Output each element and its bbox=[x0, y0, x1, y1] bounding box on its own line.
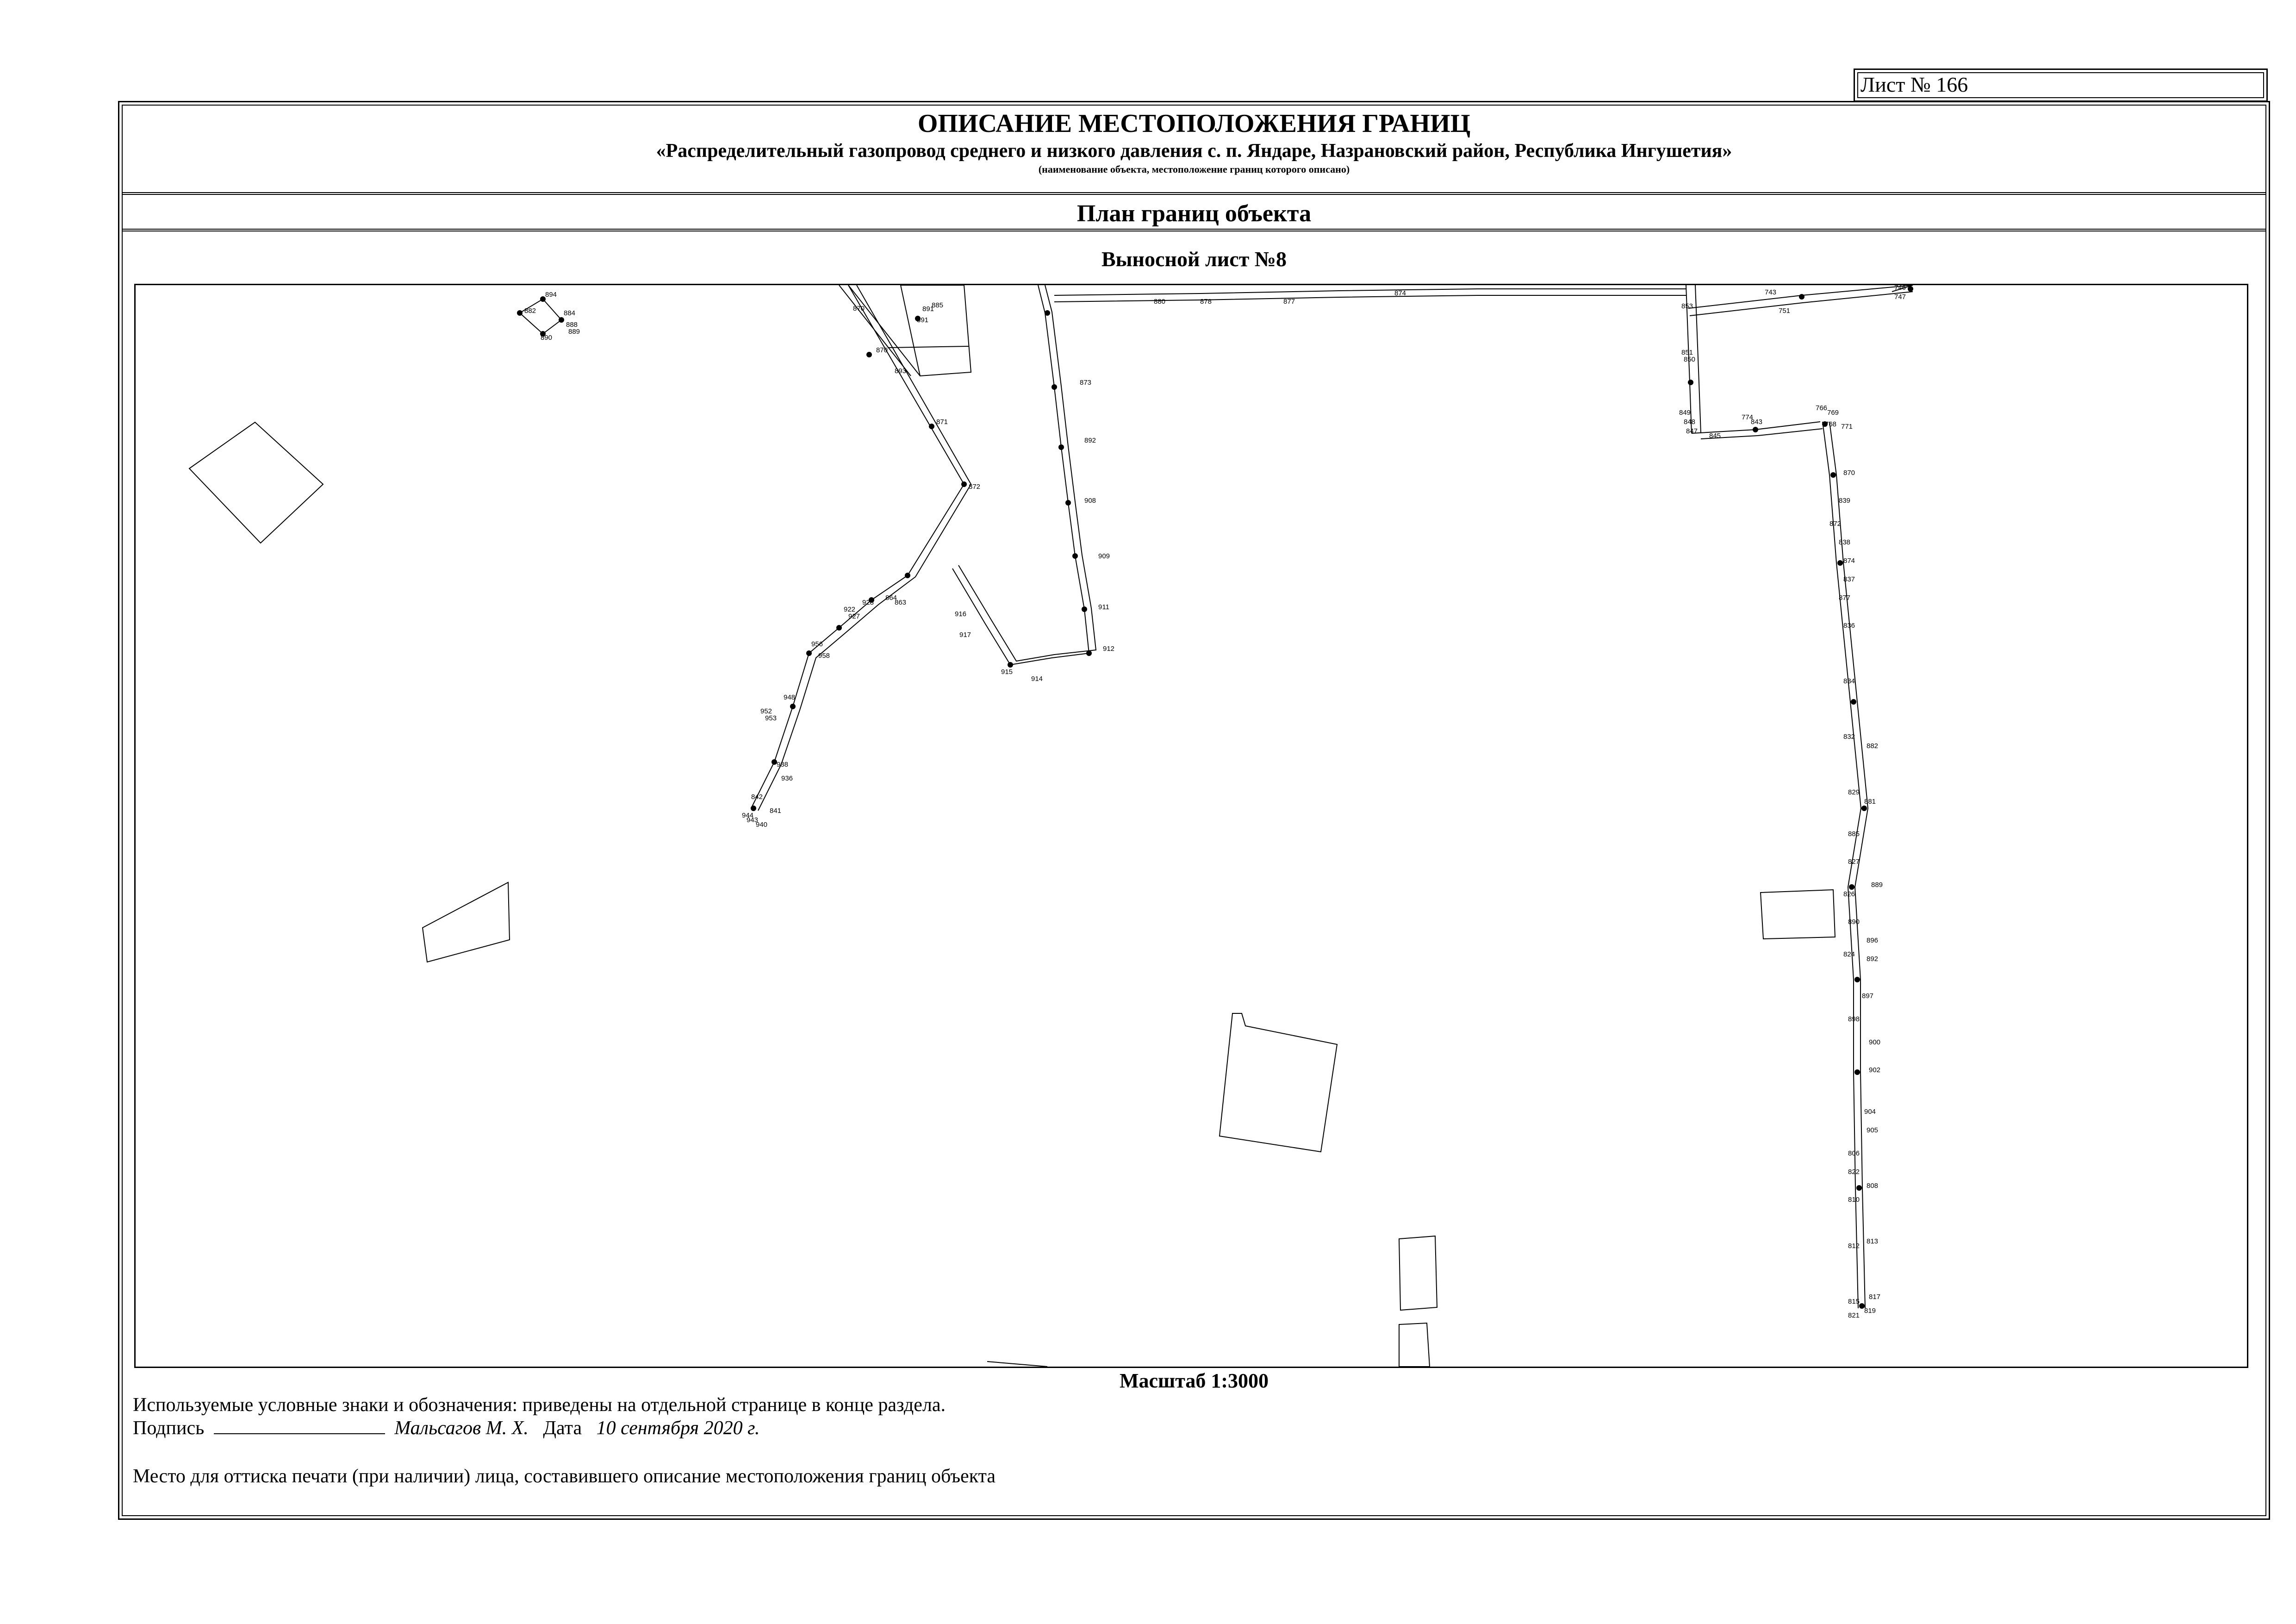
point-label: 940 bbox=[756, 821, 768, 829]
point-label: 834 bbox=[1843, 677, 1855, 685]
point-label: 938 bbox=[777, 761, 789, 768]
map-title: Выносной лист №8 bbox=[1101, 247, 1287, 271]
point-label: 889 bbox=[568, 328, 580, 336]
point-label: 917 bbox=[959, 631, 971, 639]
point-label: 746 bbox=[1894, 285, 1906, 292]
legend-note: Используемые условные знаки и обозначения: приведены на отдельной странице в конце раздела. bbox=[133, 1394, 946, 1416]
point-label: 936 bbox=[781, 775, 793, 782]
date-value: 10 сентября 2020 г. bbox=[596, 1418, 760, 1439]
road-edge bbox=[888, 346, 969, 348]
stamp-note: Место для оттиска печати (при наличии) лица, составившего описание местоположения границ объекта bbox=[133, 1466, 996, 1487]
point-label: 743 bbox=[1765, 288, 1777, 296]
boundary-point bbox=[929, 424, 934, 429]
point-label: 864 bbox=[885, 594, 897, 602]
point-label: 872 bbox=[969, 483, 981, 491]
point-label: 890 bbox=[1848, 918, 1860, 926]
boundary-point bbox=[836, 625, 842, 631]
divider bbox=[122, 192, 2266, 195]
signature-label: Подпись bbox=[133, 1418, 205, 1439]
signer-name: Мальсагов М. Х. bbox=[394, 1418, 529, 1439]
document-title: ОПИСАНИЕ МЕСТОПОЛОЖЕНИЯ ГРАНИЦ bbox=[917, 109, 1471, 138]
boundary-point bbox=[1799, 294, 1804, 300]
boundary-point bbox=[905, 573, 910, 578]
point-label: 881 bbox=[1864, 798, 1876, 806]
point-label: 891 bbox=[917, 316, 929, 324]
point-label: 882 bbox=[1867, 742, 1879, 750]
point-label: 943 bbox=[747, 816, 759, 824]
point-label: 888 bbox=[566, 321, 578, 329]
boundary-point bbox=[1908, 286, 1913, 292]
point-label: 891 bbox=[922, 305, 934, 313]
point-label: 885 bbox=[1848, 830, 1860, 838]
parcel-outline bbox=[189, 422, 323, 543]
point-label: 836 bbox=[1843, 622, 1855, 630]
road-edge bbox=[848, 285, 920, 376]
boundary-point bbox=[866, 352, 872, 357]
boundary-point bbox=[1052, 384, 1057, 390]
point-label: 928 bbox=[862, 599, 874, 606]
boundary-point bbox=[1065, 500, 1071, 506]
boundary-point bbox=[1072, 553, 1078, 559]
point-label: 751 bbox=[1779, 307, 1791, 315]
point-label: 842 bbox=[751, 793, 763, 801]
point-label: 832 bbox=[1843, 733, 1855, 741]
boundary-point bbox=[1854, 1069, 1860, 1075]
boundary-point bbox=[1849, 884, 1854, 890]
point-label: 812 bbox=[1848, 1242, 1860, 1250]
point-label: 892 bbox=[1867, 955, 1879, 963]
boundary-point bbox=[1008, 662, 1013, 668]
point-label: 909 bbox=[1098, 552, 1110, 560]
point-label: 902 bbox=[1869, 1066, 1881, 1074]
point-label: 890 bbox=[541, 334, 553, 342]
point-label: 847 bbox=[1686, 427, 1698, 435]
boundary-point bbox=[1086, 650, 1092, 656]
boundary-point bbox=[961, 481, 967, 487]
point-label: 845 bbox=[1709, 432, 1721, 440]
point-label: 877 bbox=[1283, 298, 1295, 306]
point-label: 824 bbox=[1843, 950, 1855, 958]
point-label: 810 bbox=[1848, 1196, 1860, 1204]
point-label: 838 bbox=[1839, 538, 1851, 546]
parcel-outline bbox=[901, 285, 971, 376]
point-label: 747 bbox=[1894, 293, 1906, 301]
point-label: 848 bbox=[1684, 418, 1696, 426]
point-label: 819 bbox=[1864, 1307, 1876, 1315]
point-label: 853 bbox=[1681, 302, 1693, 310]
boundary-point bbox=[1837, 560, 1843, 566]
point-label: 878 bbox=[1200, 298, 1212, 306]
point-label: 851 bbox=[1681, 349, 1693, 356]
point-label: 873 bbox=[1080, 379, 1092, 387]
point-label: 908 bbox=[1084, 497, 1096, 505]
point-label: 826 bbox=[1843, 890, 1855, 898]
point-label: 882 bbox=[524, 307, 536, 315]
point-label: 877 bbox=[1839, 594, 1851, 602]
point-label: 874 bbox=[1843, 557, 1855, 565]
boundary-point bbox=[1045, 310, 1050, 316]
parcel-outline bbox=[1761, 890, 1835, 939]
point-label: 889 bbox=[1871, 881, 1883, 889]
point-label: 956 bbox=[811, 640, 823, 648]
point-label: 829 bbox=[1848, 788, 1860, 796]
boundary-point bbox=[751, 806, 756, 811]
object-name: «Распределительный газопровод среднего и низкого давления с. п. Яндаре, Назрановский район, Республика Ингушетия» bbox=[656, 140, 1732, 162]
fragment-edge bbox=[987, 1362, 1047, 1367]
section-title: План границ объекта bbox=[1076, 200, 1312, 227]
boundary-plan-map bbox=[134, 284, 2248, 1368]
signature-line bbox=[133, 1416, 759, 1441]
point-label: 808 bbox=[1867, 1182, 1879, 1190]
pipeline-corridor bbox=[758, 285, 971, 811]
point-label: 885 bbox=[932, 301, 944, 309]
boundary-point bbox=[1861, 806, 1867, 811]
divider bbox=[122, 229, 2266, 231]
point-label: 874 bbox=[1394, 289, 1406, 297]
boundary-point bbox=[1851, 699, 1856, 705]
boundary-point bbox=[806, 650, 812, 656]
point-label: 912 bbox=[1103, 645, 1115, 653]
point-label: 905 bbox=[1867, 1126, 1879, 1134]
point-label: 958 bbox=[818, 652, 830, 660]
point-label: 849 bbox=[1679, 409, 1691, 417]
parcel-outline bbox=[1220, 1013, 1337, 1152]
signature-blank bbox=[214, 1417, 385, 1434]
point-label: 952 bbox=[760, 707, 772, 715]
point-label: 766 bbox=[1816, 404, 1828, 412]
point-label: 837 bbox=[1843, 575, 1855, 583]
point-label: 915 bbox=[1001, 668, 1013, 676]
boundary-point bbox=[1753, 427, 1758, 432]
point-label: 896 bbox=[1867, 937, 1879, 944]
point-label: 839 bbox=[1839, 497, 1851, 505]
pipeline-corridor bbox=[1054, 295, 1686, 302]
point-label: 897 bbox=[1862, 992, 1874, 1000]
boundary-point bbox=[790, 704, 796, 709]
pipeline-corridor bbox=[1054, 289, 1686, 295]
point-label: 870 bbox=[853, 305, 865, 312]
point-label: 900 bbox=[1869, 1038, 1881, 1046]
point-label: 898 bbox=[1848, 1015, 1860, 1023]
boundary-point bbox=[1830, 472, 1836, 478]
object-name-caption: (наименование объекта, местоположение границ которого описано) bbox=[1038, 163, 1350, 175]
sheet-number: Лист № 166 bbox=[1860, 73, 1968, 96]
point-label: 821 bbox=[1848, 1312, 1860, 1319]
point-label: 894 bbox=[545, 291, 557, 299]
boundary-point bbox=[1688, 380, 1693, 385]
point-label: 806 bbox=[1848, 1149, 1860, 1157]
point-label: 843 bbox=[1751, 418, 1763, 426]
point-label: 872 bbox=[1829, 520, 1842, 528]
point-label: 827 bbox=[1848, 858, 1860, 866]
point-label: 880 bbox=[1154, 298, 1166, 306]
point-label: 870 bbox=[1843, 469, 1855, 477]
point-label: 863 bbox=[895, 599, 907, 606]
point-label: 870 bbox=[876, 346, 888, 354]
point-label: 884 bbox=[564, 309, 576, 317]
point-label: 815 bbox=[1848, 1298, 1860, 1305]
point-label: 893 bbox=[895, 367, 907, 375]
parcel-outline bbox=[520, 299, 561, 334]
point-label: 768 bbox=[1825, 420, 1837, 428]
point-label: 774 bbox=[1742, 413, 1754, 421]
point-label: 948 bbox=[784, 693, 796, 701]
point-label: 916 bbox=[955, 610, 967, 618]
point-label: 850 bbox=[1684, 356, 1696, 363]
point-label: 813 bbox=[1867, 1237, 1879, 1245]
point-label: 871 bbox=[936, 418, 948, 426]
point-label: 817 bbox=[1869, 1293, 1881, 1301]
point-label: 922 bbox=[844, 606, 856, 613]
point-label: 944 bbox=[742, 812, 754, 819]
parcel-outline bbox=[423, 882, 510, 962]
pipeline-corridor bbox=[958, 285, 1096, 661]
boundary-point bbox=[1854, 977, 1860, 982]
date-label: Дата bbox=[543, 1418, 582, 1439]
parcel-outline bbox=[1399, 1236, 1437, 1310]
point-label: 911 bbox=[1098, 603, 1109, 611]
point-label: 892 bbox=[1084, 437, 1096, 444]
point-label: 769 bbox=[1827, 409, 1839, 417]
point-label: 953 bbox=[765, 714, 777, 722]
point-label: 771 bbox=[1841, 423, 1853, 431]
map-scale: Масштаб 1:3000 bbox=[1119, 1369, 1269, 1392]
point-label: 841 bbox=[770, 807, 782, 815]
point-label: 927 bbox=[848, 612, 860, 620]
point-label: 904 bbox=[1864, 1108, 1876, 1116]
boundary-point bbox=[1856, 1185, 1862, 1191]
point-label: 822 bbox=[1848, 1168, 1860, 1176]
boundary-point bbox=[1082, 606, 1087, 612]
point-label: 914 bbox=[1031, 675, 1043, 683]
boundary-point bbox=[1058, 444, 1064, 450]
parcel-outline bbox=[1399, 1323, 1430, 1367]
